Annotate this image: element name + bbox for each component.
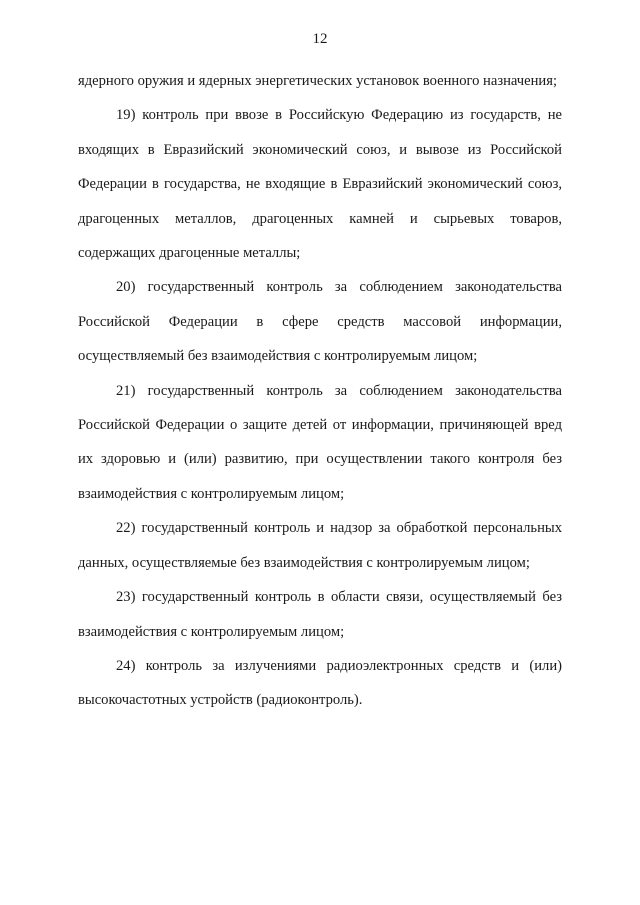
paragraph-item-24: 24) контроль за излучениями радиоэлектронных средств и (или) высокочастотных устройств (радиоконтроль). (78, 657, 562, 709)
paragraph-item-23: 23) государственный контроль в области связи, осуществляемый без взаимодействия с контролируемым лицом; (78, 589, 562, 640)
page-number: 12 (312, 31, 328, 47)
paragraph-item-19: 19) контроль при ввозе в Российскую Федерацию из государств, не входящих в Евразийский экономический союз, и вывозе из Российской Федерации в государства, не входящие в Евразийский экономический союз, драгоценных металлов, драгоценных камней и сырьевых товаров, содержащих драгоценные металлы; (78, 107, 562, 262)
paragraph-continuation: ядерного оружия и ядерных энергетических установок военного назначения; (78, 73, 558, 89)
paragraph-item-21: 21) государственный контроль за соблюдением законодательства Российской Федерации о защите детей от информации, причиняющей вред их здоровью и (или) развитию, при осуществлении такого контроля без взаимодействия с контролируемым лицом; (78, 382, 562, 502)
paragraph-item-20: 20) государственный контроль за соблюдением законодательства Российской Федерации в сфере средств массовой информации, осуществляемый без взаимодействия с контролируемым лицом; (78, 279, 562, 365)
paragraph-item-22: 22) государственный контроль и надзор за обработкой персональных данных, осуществляемые без взаимодействия с контролируемым лицом; (78, 520, 562, 571)
document-body (78, 64, 562, 718)
